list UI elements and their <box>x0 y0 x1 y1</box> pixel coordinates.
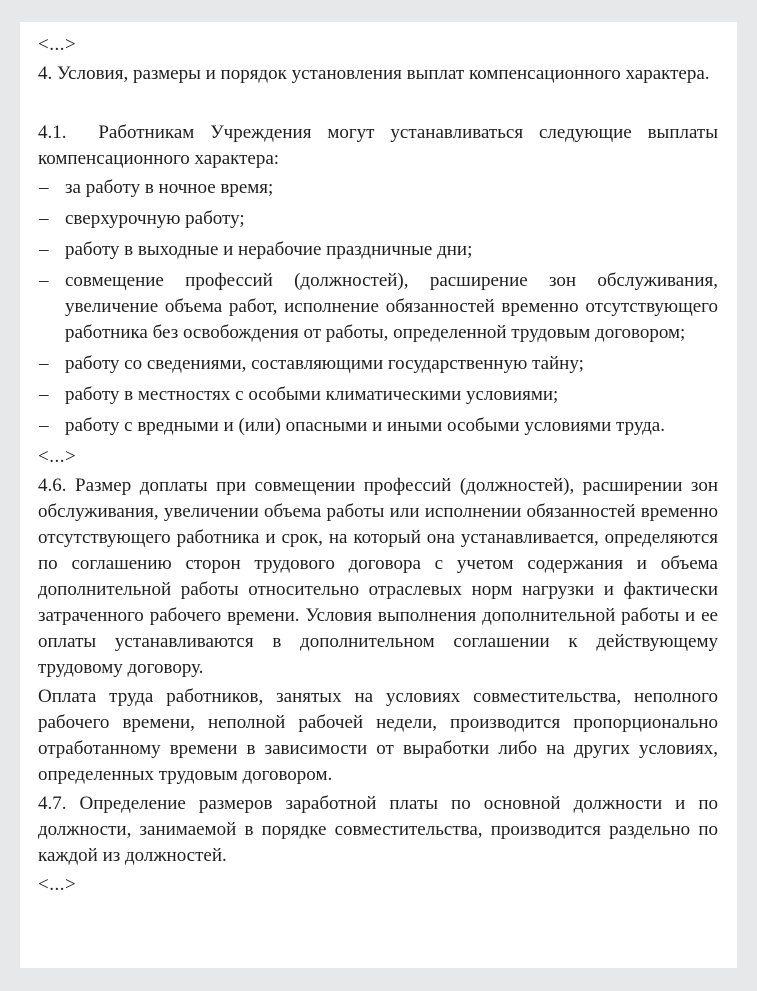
list-item <box>38 206 718 232</box>
clause-4-6-paragraph-1: 4.6. Размер доплаты при совмещении профессий (должностей), расширении зон обслуживания, увеличении объема работы или исполнении обязанностей временно отсутствующего работника и срок, на который она устанавливается, определяются по соглашению сторон трудового договора с учетом содержания и объема дополнительной работы относительно отраслевых норм нагрузки и фактически затраченного рабочего времени. Условия выполнения дополнительной работы и ее оплаты устанавливаются в дополнительном соглашении к действующему трудовому договору. <box>38 475 718 678</box>
compensation-list <box>38 175 718 439</box>
list-item-text: сверхурочную работу; <box>65 208 245 229</box>
dash-marker: – <box>39 270 49 291</box>
list-item <box>38 351 718 377</box>
list-item-text: совмещение профессий (должностей), расширение зон обслуживания, увеличение объема работ, исполнение обязанностей временно отсутствующего работника без освобождения от работы, определенной трудовым договором; <box>65 270 718 343</box>
section-4-heading: 4. Условия, размеры и порядок установления выплат компенсационного характера. <box>38 63 710 84</box>
dash-marker: – <box>39 353 49 374</box>
list-item-text: работу с вредными и (или) опасными и иными особыми условиями труда. <box>65 415 665 436</box>
dash-marker: – <box>39 415 49 436</box>
omitted-text-marker-middle: <...> <box>38 446 77 467</box>
list-item <box>38 413 718 439</box>
dash-marker: – <box>39 208 49 229</box>
list-item <box>38 237 718 263</box>
document-page <box>20 22 737 968</box>
dash-marker: – <box>39 177 49 198</box>
list-item <box>38 382 718 408</box>
list-item-text: за работу в ночное время; <box>65 177 274 198</box>
clause-4-1-intro: 4.1. Работникам Учреждения могут устанавливаться следующие выплаты компенсационного характера: <box>38 122 718 169</box>
clause-4-6-paragraph-2: Оплата труда работников, занятых на условиях совместительства, неполного рабочего времени, неполной рабочей недели, производится пропорционально отработанному времени в зависимости от выработки либо на других условиях, определенных трудовым договором. <box>38 686 718 785</box>
blank-line-spacer <box>38 90 718 120</box>
list-item <box>38 268 718 346</box>
dash-marker: – <box>39 239 49 260</box>
list-item-text: работу со сведениями, составляющими государственную тайну; <box>65 353 584 374</box>
clause-4-7-paragraph: 4.7. Определение размеров заработной платы по основной должности и по должности, занимаемой в порядке совместительства, производится раздельно по каждой из должностей. <box>38 793 718 866</box>
omitted-text-marker-bottom: <...> <box>38 874 77 895</box>
dash-marker: – <box>39 384 49 405</box>
list-item-text: работу в местностях с особыми климатическими условиями; <box>65 384 559 405</box>
list-item-text: работу в выходные и нерабочие праздничные дни; <box>65 239 473 260</box>
omitted-text-marker-top: <...> <box>38 34 77 55</box>
list-item <box>38 175 718 201</box>
